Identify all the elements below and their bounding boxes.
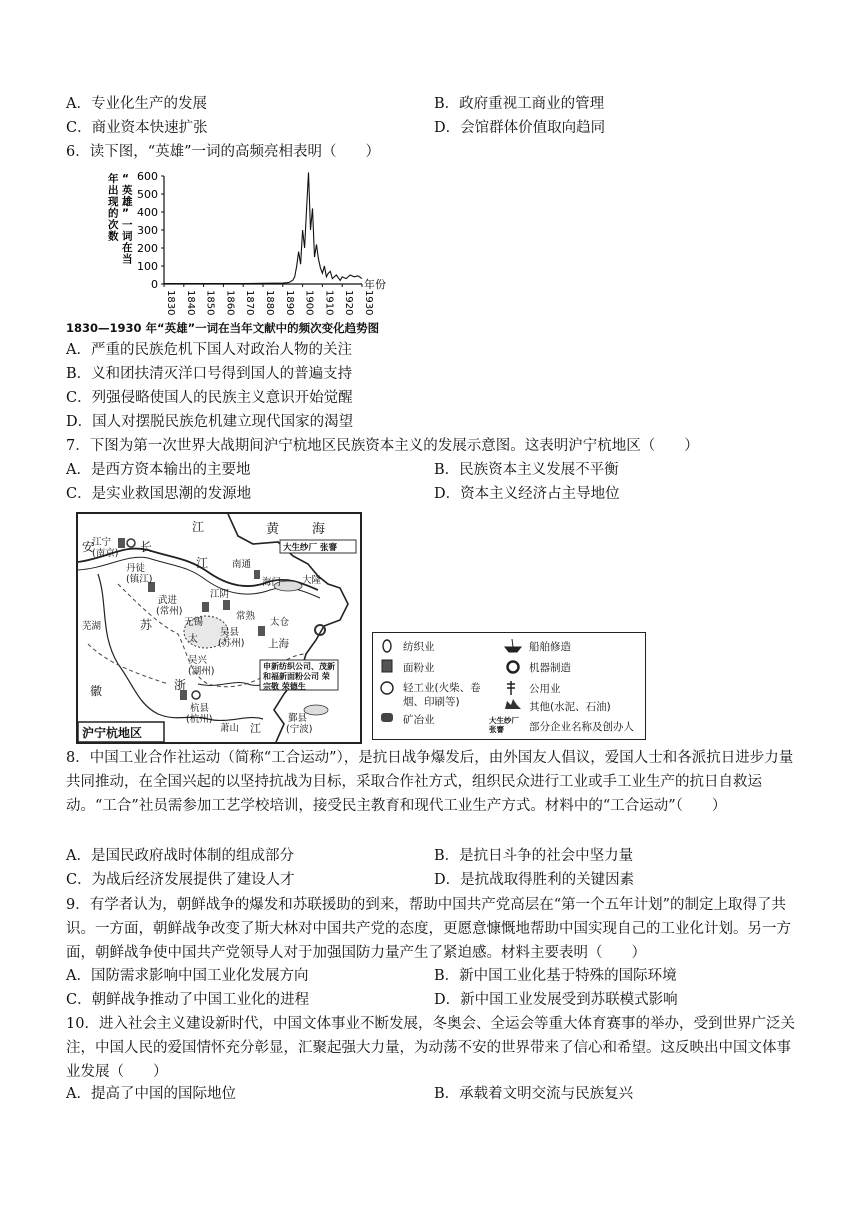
map-region-label: 沪宁杭地区 [82,726,143,740]
q9-option-b: B．新中国工业化基于特殊的国际环境 [434,968,677,984]
x-tick-label: 1900 [303,290,315,316]
q8-option-c: C．为战后经济发展提供了建设人才 [66,872,295,888]
map-label-hangxian: 杭县 [190,703,210,714]
frequency-line-chart [64,168,394,318]
q8-stem: 8．中国工业合作社运动（简称“工合运动”），是抗日战争爆发后，由外国友人倡议，爱国人士和各派抗日进步力量共同推动，在全国兴起的以坚持抗战为目标，采取合作社方式，组织民众进行工业或手工业生产的抗日自救运动。“工合”社员需参加工艺学校培训，接受民主教育和现代工业生产方式。材料中的“工合运动”（ ） [66,750,794,814]
legend-textile: 纺织业 [403,641,435,653]
q5-option-a: A．专业化生产的发展 [66,96,207,112]
map-label-wuxian: 吴县 [220,627,240,638]
q8-option-b: B．是抗日斗争的社会中坚力量 [434,848,634,864]
map-label-shanghai: 上海 [268,638,289,650]
q7-option-b: B．民族资本主义发展不平衡 [434,462,619,478]
x-tick-label: 1910 [323,290,335,316]
y-tick-label: 600 [137,170,158,183]
y-axis-label-text: “英雄”一词在当 [122,173,133,266]
map-label-zhenjiang: (镇江) [126,574,153,585]
legend-light-industry: 轻工业(火柴、卷烟、印刷等) [403,682,481,708]
y-axis-label-text: 年出现的次数 [108,173,119,243]
y-tick-label: 0 [151,278,158,291]
q8-option-a: A．是国民政府战时体制的组成部分 [66,848,294,864]
y-tick-label: 400 [137,206,158,219]
legend-utility: 公用业 [529,683,561,695]
y-tick-label: 100 [137,260,158,273]
x-tick-label: 1930 [363,290,374,316]
legend-machinery: 机器制造 [529,662,571,674]
map-label-jiang-3: 江 [250,722,261,735]
y-tick-label: 200 [137,242,158,255]
legend-other: 其他(水泥、石油) [529,701,611,713]
q10-option-a: A．提高了中国的国际地位 [66,1086,236,1102]
map-label-suzhou: (苏州) [218,638,245,649]
q10-stem: 10．进入社会主义建设新时代，中国文体事业不断发展，冬奥会、全运会等重大体育赛事的举办，受到世界广泛关注，中国人民的爱国情怀充分彰显，汇聚起强大力量，为动荡不安的世界带来了信心和希望。这反映出中国文体事业发展（ ） [66,1016,795,1080]
map-label-hui: 徽 [90,684,103,698]
q5-option-c: C．商业资本快速扩张 [66,120,208,136]
q9-stem: 9．有学者认为，朝鲜战争的爆发和苏联援助的到来，帮助中国共产党高层在“第一个五年计划”的制定上取得了共识。一方面，朝鲜战争改变了斯大林对中国共产党的态度，更愿意慷慨地帮助中国实现自己的工业化计划。另一方面，朝鲜战争使中国共产党领导人对于加强国防力量产生了紧迫感。材料主要表明（ ） [66,897,791,961]
y-tick-label: 500 [137,188,158,201]
map-label-wuxing: 吴兴 [188,655,208,666]
x-tick-label: 1880 [264,290,275,316]
x-tick-label: 1920 [343,290,355,316]
map-label-ningbo: (宁波) [286,724,313,735]
legend-mining: 矿冶业 [403,714,435,726]
map-label-an: 安 [82,540,95,554]
map-label-dantu: 丹徒 [126,563,146,574]
q6-option-b: B．义和团扶清灭洋口号得到国人的普遍支持 [66,366,353,382]
map-label-huzhou: (湖州) [188,666,215,677]
map-label-su: 苏 [140,618,153,632]
map-label-nantong: 南通 [232,559,252,570]
y-axis-label [107,172,133,266]
map-label-huang: 黄 [266,522,280,537]
map-label-hangzhou: (杭州) [186,714,213,725]
q6-option-a: A．严重的民族危机下国人对政治人物的关注 [66,342,352,358]
map-label-dalong: 大隆 [302,575,322,586]
map-label-nanjing: (南京) [92,548,119,559]
x-tick-label: 1890 [283,290,295,316]
map-label-wuhu: 芜湖 [82,621,102,632]
q9-option-c: C．朝鲜战争推动了中国工业化的进程 [66,992,310,1008]
map-label-jiangyin: 江阴 [210,589,230,600]
x-tick-label: 1830 [165,290,176,316]
legend-company-desc: 部分企业名称及创办人 [529,721,634,733]
hu-ning-hang-map [76,512,362,744]
x-tick-label: 1850 [204,290,216,316]
y-tick-label: 300 [137,224,158,237]
map-label-tai: 太 [188,634,198,645]
legend-sample-company: 大生纱厂 张謇 [489,716,519,734]
map-label-changshu: 常熟 [236,611,256,622]
x-tick-label: 1870 [244,290,256,316]
legend-flour: 面粉业 [403,662,435,674]
series-line [164,172,362,283]
chart-title: 1830—1930 年“英雄”一词在当年文献中的频次变化趋势图 [66,321,380,335]
map-label-hai: 海 [312,522,326,537]
map-label-taicang: 太仓 [270,617,290,628]
map-label-haimen: 海门 [262,577,282,588]
q6-option-d: D．国人对摆脱民族危机建立现代国家的渴望 [66,414,354,430]
map-label-yinxian: 鄞县 [288,713,308,724]
x-tick-label: 1860 [224,290,236,316]
legend-shipbuilding: 船舶修造 [529,641,571,653]
q7-option-c: C．是实业救国思潮的发源地 [66,486,252,502]
x-tick-label: 1840 [184,290,196,316]
q5-option-b: B．政府重视工商业的管理 [434,96,605,112]
map-label-chang: 长 [140,540,153,554]
q9-option-a: A．国防需求影响中国工业化发展方向 [66,968,309,984]
q8-option-d: D．是抗战取得胜利的关键因素 [434,872,635,888]
map-label-xiaoshan: 萧山 [220,723,240,734]
map-company-dasheng: 大生纱厂 张謇 [283,543,337,553]
map-label-zhe: 浙 [174,678,187,692]
q6-option-c: C．列强侵略使国人的民族主义意识开始觉醒 [66,390,353,406]
q5-option-d: D．会馆群体价值取向趋同 [434,120,606,136]
q10-option-b: B．承载着文明交流与民族复兴 [434,1086,634,1102]
map-label-wujin: 武进 [158,595,178,606]
q7-option-d: D．资本主义经济占主导地位 [434,486,620,502]
map-label-jiang-1: 江 [192,520,205,534]
map-label-jiang-2: 江 [196,556,209,570]
map-label-jiangning: 江宁 [92,537,112,548]
q7-option-a: A．是西方资本输出的主要地 [66,462,251,478]
q9-option-d: D．新中国工业发展受到苏联模式影响 [434,992,678,1008]
q6-stem: 6．读下图，“英雄”一词的高频亮相表明（ ） [66,144,381,160]
map-legend [372,632,646,740]
map-company-shenxin: 申新纺织公司、茂新和福新面粉公司 荣宗敬 荣德生 [263,662,335,691]
map-label-changzhou: (常州) [156,606,183,617]
q7-stem: 7．下图为第一次世界大战期间沪宁杭地区民族资本主义的发展示意图。这表明沪宁杭地区（ ） [66,438,699,454]
x-axis-label: 年份 [364,278,386,291]
map-label-wuxi: 无锡 [184,617,204,628]
